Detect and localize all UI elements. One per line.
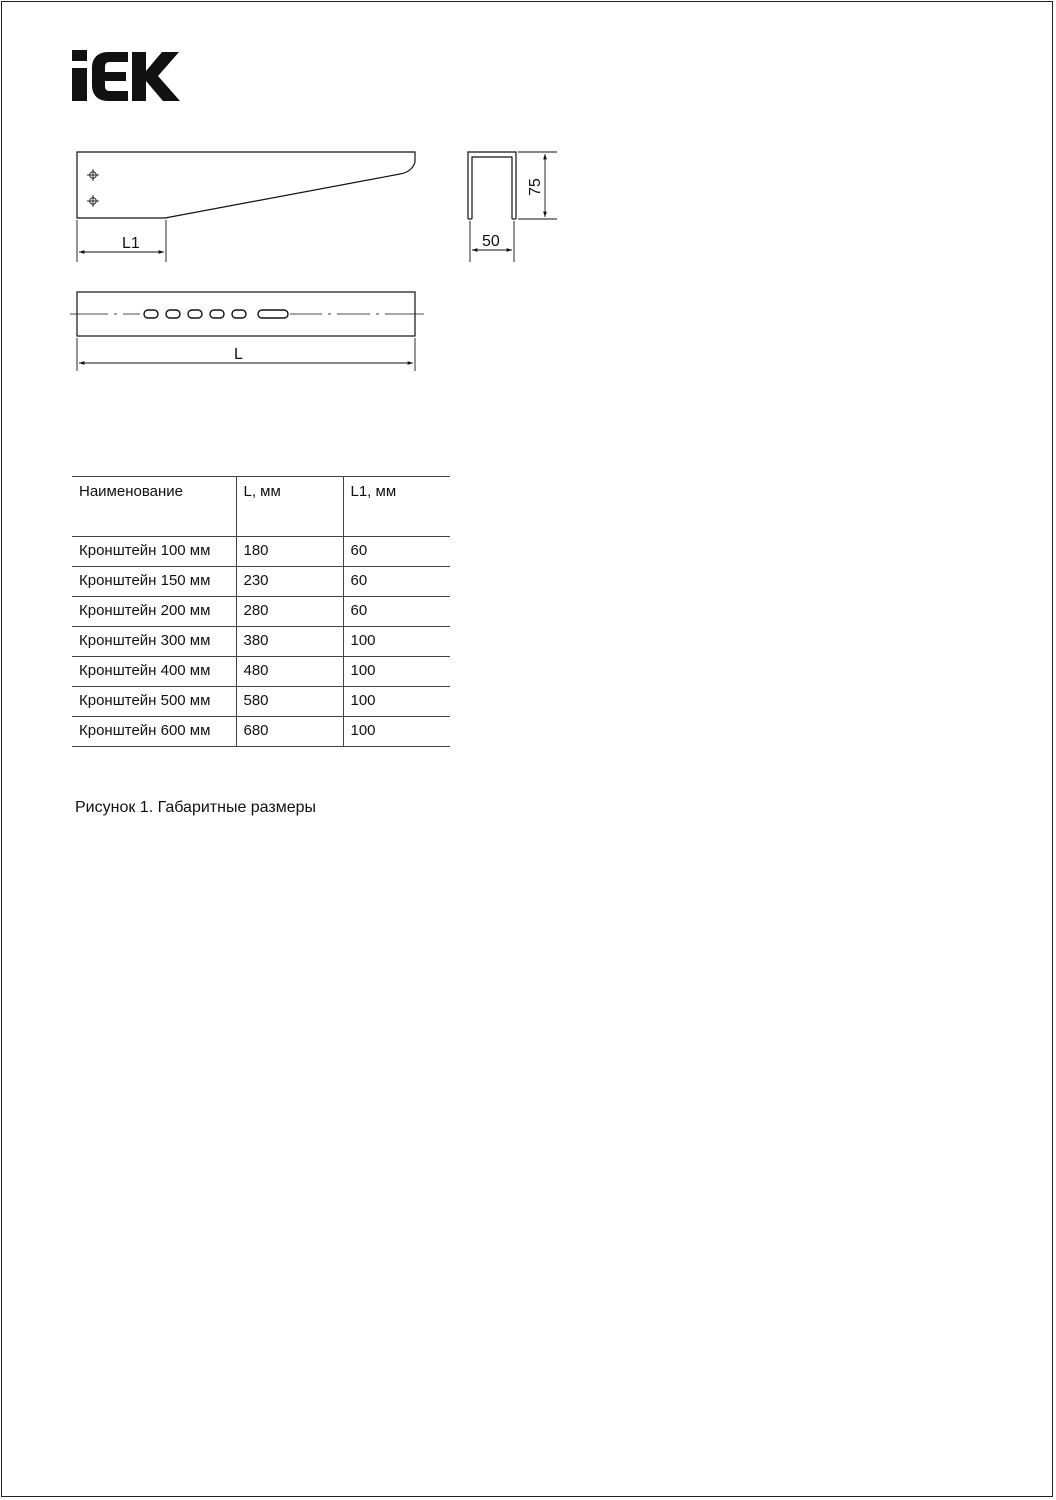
dimension-height-label: 75	[527, 178, 544, 196]
cell-length: 580	[236, 687, 343, 717]
bracket-side-view	[77, 152, 415, 218]
cell-length: 280	[236, 597, 343, 627]
table-row	[72, 627, 450, 657]
dimensions-table	[72, 476, 450, 747]
technical-drawing	[0, 0, 1056, 420]
dimension-l-label: L	[234, 346, 243, 363]
header-l1: L1, мм	[343, 477, 450, 537]
table-row	[72, 567, 450, 597]
table-row	[72, 657, 450, 687]
cell-length: 480	[236, 657, 343, 687]
table-row	[72, 537, 450, 567]
header-length: L, мм	[236, 477, 343, 537]
cell-name: Кронштейн 100 мм	[72, 537, 236, 567]
mounting-holes	[87, 169, 99, 207]
cell-name: Кронштейн 150 мм	[72, 567, 236, 597]
figure-caption: Рисунок 1. Габаритные размеры	[75, 799, 317, 816]
cell-length: 230	[236, 567, 343, 597]
table-row	[72, 597, 450, 627]
cell-name: Кронштейн 200 мм	[72, 597, 236, 627]
cell-name: Кронштейн 400 мм	[72, 657, 236, 687]
table-row	[72, 687, 450, 717]
cell-length: 180	[236, 537, 343, 567]
table-row	[72, 717, 450, 747]
cell-l1: 60	[343, 597, 450, 627]
cell-name: Кронштейн 500 мм	[72, 687, 236, 717]
table-header-row	[72, 477, 450, 537]
dimension-l1-label: L1	[122, 235, 140, 252]
cell-l1: 100	[343, 717, 450, 747]
cell-length: 380	[236, 627, 343, 657]
cell-l1: 60	[343, 537, 450, 567]
cell-l1: 100	[343, 687, 450, 717]
cell-name: Кронштейн 300 мм	[72, 627, 236, 657]
cell-name: Кронштейн 600 мм	[72, 717, 236, 747]
dimension-l	[77, 338, 415, 371]
cell-l1: 100	[343, 657, 450, 687]
dimension-width-label: 50	[482, 233, 500, 250]
bracket-end-view	[468, 152, 516, 219]
cell-l1: 60	[343, 567, 450, 597]
cell-l1: 100	[343, 627, 450, 657]
cell-length: 680	[236, 717, 343, 747]
header-name: Наименование	[72, 477, 236, 537]
mounting-slots	[144, 310, 288, 318]
